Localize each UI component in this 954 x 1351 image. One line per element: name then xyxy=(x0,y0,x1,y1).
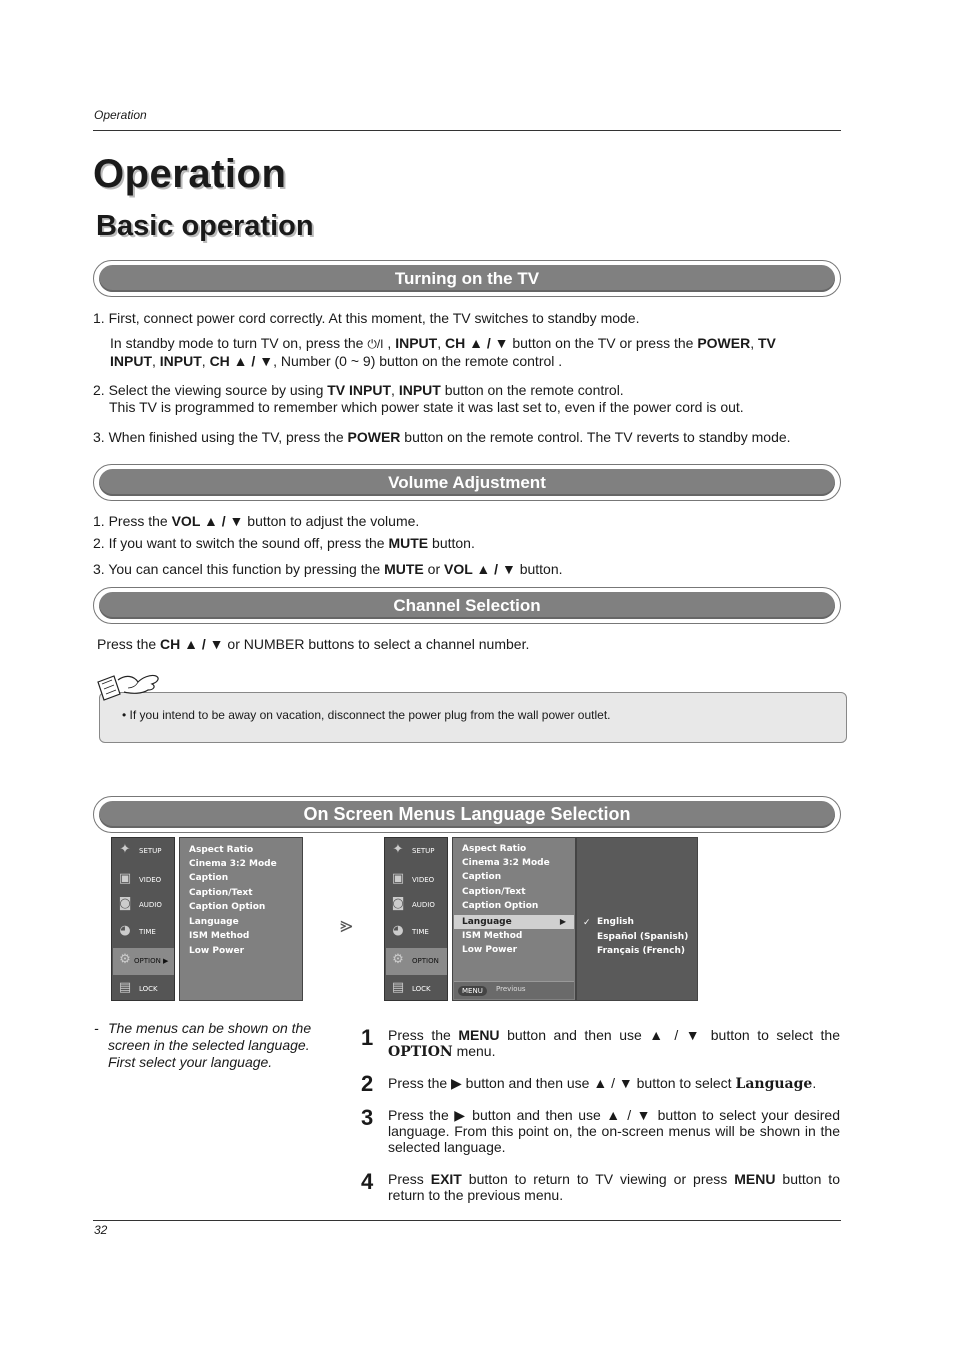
menu-item-ism-method[interactable]: ISM Method xyxy=(462,931,523,941)
text-run: INPUT xyxy=(159,353,202,369)
menu-item-cinema-mode[interactable]: Cinema 3:2 Mode xyxy=(462,858,550,868)
text-run: VOL ▲ / ▼ xyxy=(171,513,244,529)
text-run: Press the xyxy=(388,1027,459,1043)
page-subtitle: Basic operation xyxy=(96,210,314,242)
step-number: 3 xyxy=(361,1105,374,1130)
note-text: • If you intend to be away on vacation, disconnect the power plug from the wall power outlet. xyxy=(122,708,611,722)
menu-tab-setup[interactable] xyxy=(386,838,447,865)
menu-tab-time[interactable] xyxy=(386,919,447,946)
text-run: MENU xyxy=(458,1027,500,1043)
text-run: Language xyxy=(735,1076,813,1092)
language-option-french[interactable]: Français (French) xyxy=(597,946,685,956)
step-number: 2 xyxy=(361,1071,374,1096)
text-run: 3. When finished using the TV, press the xyxy=(93,429,348,445)
menu-tab-label: VIDEO xyxy=(139,876,162,884)
menu-button[interactable]: MENU xyxy=(458,986,487,996)
menu-item-language-selected[interactable] xyxy=(454,915,574,929)
turning-on-step-1-detail xyxy=(110,335,830,370)
text-run: MUTE xyxy=(384,561,424,577)
menu-tab-lock[interactable] xyxy=(113,976,174,1003)
clock-icon: ◕ xyxy=(119,923,131,938)
language-submenu xyxy=(576,837,698,1001)
turning-on-step-2 xyxy=(93,382,833,416)
step-2-text xyxy=(388,1075,840,1092)
text-run: INPUT xyxy=(395,335,438,351)
menu-item-language[interactable]: Language xyxy=(189,917,239,927)
menu-footer xyxy=(454,981,574,999)
menu-tab-video[interactable] xyxy=(386,867,447,894)
text-run: button to adjust the volume. xyxy=(243,513,420,529)
section-banner-turning-on xyxy=(93,260,841,297)
text-run: button to return to the previous menu. xyxy=(388,1171,840,1203)
text-run: button on the TV or press the xyxy=(508,335,698,351)
menu-tab-time[interactable] xyxy=(113,919,174,946)
menu-tab-label: LOCK xyxy=(139,985,158,993)
step-number: 1 xyxy=(361,1025,374,1050)
text-run: CH ▲ / ▼ xyxy=(444,335,509,351)
note-box xyxy=(99,692,847,743)
text-run: button to return to TV viewing or press xyxy=(461,1171,735,1187)
text-run: POWER xyxy=(347,429,401,445)
text-run: MENU xyxy=(734,1171,776,1187)
text-run: CH ▲ / ▼ xyxy=(160,636,224,652)
clock-icon: ◕ xyxy=(392,923,404,938)
volume-step-2 xyxy=(93,535,475,552)
menu-tab-label: SETUP xyxy=(139,847,162,855)
note-hand-icon xyxy=(94,668,166,708)
text-run: . xyxy=(812,1075,817,1091)
wrench-icon: ⚙ xyxy=(392,952,404,967)
turning-on-step-3 xyxy=(93,429,833,446)
text-run: Press the ▶ button and then use ▲ / ▼ button to select xyxy=(388,1075,736,1091)
menu-tab-audio[interactable] xyxy=(386,892,447,919)
text-run: or xyxy=(423,561,444,577)
menu-item-caption-option[interactable]: Caption Option xyxy=(462,901,539,911)
text-run: or NUMBER buttons to select a channel number. xyxy=(223,636,530,652)
menu-item-caption-text[interactable]: Caption/Text xyxy=(189,888,253,898)
menu-item-low-power[interactable]: Low Power xyxy=(189,946,245,956)
text-run: POWER xyxy=(697,335,751,351)
menu-item-caption[interactable]: Caption xyxy=(189,873,229,883)
text-run: button on the remote control. xyxy=(440,382,624,398)
menu-item-aspect-ratio[interactable]: Aspect Ratio xyxy=(189,845,254,855)
section-banner-volume xyxy=(93,464,841,501)
menu-tab-label: OPTION ▶ xyxy=(134,957,169,965)
text-run: TV xyxy=(758,335,776,351)
channel-instruction xyxy=(97,636,529,653)
note-dash: - xyxy=(94,1020,99,1036)
osd-menu-option xyxy=(111,837,303,1001)
lock-icon: ▤ xyxy=(118,980,132,995)
satellite-icon: ✦ xyxy=(119,842,131,857)
menu-tab-label: AUDIO xyxy=(412,901,435,909)
menu-tab-video[interactable] xyxy=(113,867,174,894)
page-title: Operation xyxy=(93,152,287,196)
section-banner-language xyxy=(93,796,841,833)
speaker-icon: ◙ xyxy=(118,896,132,911)
menu-option-list xyxy=(452,837,576,1001)
satellite-icon: ✦ xyxy=(392,842,404,857)
text-run: , Number (0 ~ 9) button on the remote control . xyxy=(273,353,563,369)
next-arrow-icon: ⪢ xyxy=(340,912,353,937)
checkmark-icon: ✓ xyxy=(583,917,591,927)
header-rule xyxy=(93,130,841,131)
text-run: In standby mode to turn TV on, press the xyxy=(110,335,368,351)
wrench-icon: ⚙ xyxy=(119,952,131,967)
menu-item-aspect-ratio[interactable]: Aspect Ratio xyxy=(462,844,527,854)
text-run: 3. You can cancel this function by pressing the xyxy=(93,561,385,577)
menu-tab-option[interactable] xyxy=(113,948,174,975)
section-title: Channel Selection xyxy=(393,595,541,615)
step-1-text xyxy=(388,1027,840,1060)
section-banner-channel xyxy=(93,587,841,624)
text-run: TV INPUT xyxy=(327,382,392,398)
text-run: button. xyxy=(428,535,475,551)
note-text: The menus can be shown on the screen in the selected language. First select your language. xyxy=(108,1020,312,1070)
text-run: , xyxy=(391,382,399,398)
osd-menu-language xyxy=(384,837,700,1001)
text-run: button and then use ▲ / ▼ button to select the xyxy=(499,1027,840,1043)
step-3-text: Press the ▶ button and then use ▲ / ▼ button to select your desired language. From this point on, the on-screen menus will be shown in the selected language. xyxy=(388,1107,840,1155)
text-run: Press xyxy=(388,1171,431,1187)
menu-option-list xyxy=(179,837,303,1001)
menu-tab-label: SETUP xyxy=(412,847,435,855)
text-run: VOL ▲ / ▼ xyxy=(444,561,516,577)
menu-tab-label: LOCK xyxy=(412,985,431,993)
step-4-text xyxy=(388,1171,840,1203)
menu-item-label: Language xyxy=(462,917,512,927)
text-run: , xyxy=(201,353,210,369)
section-title: On Screen Menus Language Selection xyxy=(303,804,631,824)
menu-tab-label: TIME xyxy=(139,928,156,936)
menu-item-caption-text[interactable]: Caption/Text xyxy=(462,887,526,897)
text-run: EXIT xyxy=(430,1171,462,1187)
text-run: menu. xyxy=(452,1043,496,1059)
text-run: CH ▲ / ▼ xyxy=(209,353,274,369)
menu-item-low-power[interactable]: Low Power xyxy=(462,945,518,955)
text-run: INPUT xyxy=(398,382,441,398)
text-run: , xyxy=(750,335,758,351)
step-number: 4 xyxy=(361,1169,374,1194)
text-run: Press the xyxy=(97,636,161,652)
volume-step-1 xyxy=(93,513,419,530)
menu-sidebar xyxy=(384,837,448,1001)
text-run: , xyxy=(383,335,396,351)
text-run: MUTE xyxy=(388,535,429,551)
power-icon: ⏻/I xyxy=(367,337,384,351)
menu-item-cinema-mode[interactable]: Cinema 3:2 Mode xyxy=(189,859,277,869)
text-run: INPUT xyxy=(110,353,152,369)
menu-tab-option[interactable] xyxy=(386,948,447,975)
menu-item-caption-option[interactable]: Caption Option xyxy=(189,902,266,912)
menu-tab-setup[interactable] xyxy=(113,838,174,865)
text-run: , xyxy=(152,353,160,369)
turning-on-step-1: 1. First, connect power cord correctly. At this moment, the TV switches to standby mode. xyxy=(93,310,640,326)
text-run: 2. Select the viewing source by using xyxy=(93,382,328,398)
text-run: button. xyxy=(515,561,563,577)
menu-tab-audio[interactable] xyxy=(113,892,174,919)
menu-tab-label: AUDIO xyxy=(139,901,162,909)
menu-item-ism-method[interactable]: ISM Method xyxy=(189,931,250,941)
arrow-right-icon: ▶ xyxy=(559,917,566,926)
language-option-spanish[interactable]: Español (Spanish) xyxy=(597,932,689,942)
menu-sidebar xyxy=(111,837,175,1001)
menu-item-caption[interactable]: Caption xyxy=(462,872,502,882)
volume-step-3 xyxy=(93,561,563,578)
speaker-icon: ◙ xyxy=(391,896,405,911)
menu-tab-label: TIME xyxy=(412,928,429,936)
text-run: 1. Press the xyxy=(93,513,172,529)
menu-tab-label: OPTION xyxy=(412,957,439,965)
text-run: This TV is programmed to remember which power state it was last set to, even if the power cord is out. xyxy=(109,399,744,415)
menu-tab-lock[interactable] xyxy=(386,976,447,1003)
text-run: button on the remote control. The TV reverts to standby mode. xyxy=(400,429,791,445)
text-run: , xyxy=(437,335,445,351)
page-number: 32 xyxy=(94,1223,108,1237)
section-title: Turning on the TV xyxy=(394,268,540,288)
section-title: Volume Adjustment xyxy=(388,472,546,492)
menu-tab-label: VIDEO xyxy=(412,876,435,884)
lock-icon: ▤ xyxy=(391,980,405,995)
text-run: 2. If you want to switch the sound off, press the xyxy=(93,535,389,551)
text-run: OPTION xyxy=(388,1044,453,1060)
footer-rule xyxy=(93,1220,841,1221)
running-header: Operation xyxy=(94,108,147,122)
language-option-english[interactable]: English xyxy=(597,917,634,927)
previous-label: Previous xyxy=(496,985,526,993)
screen-icon: ▣ xyxy=(118,871,132,886)
screen-icon: ▣ xyxy=(391,871,405,886)
